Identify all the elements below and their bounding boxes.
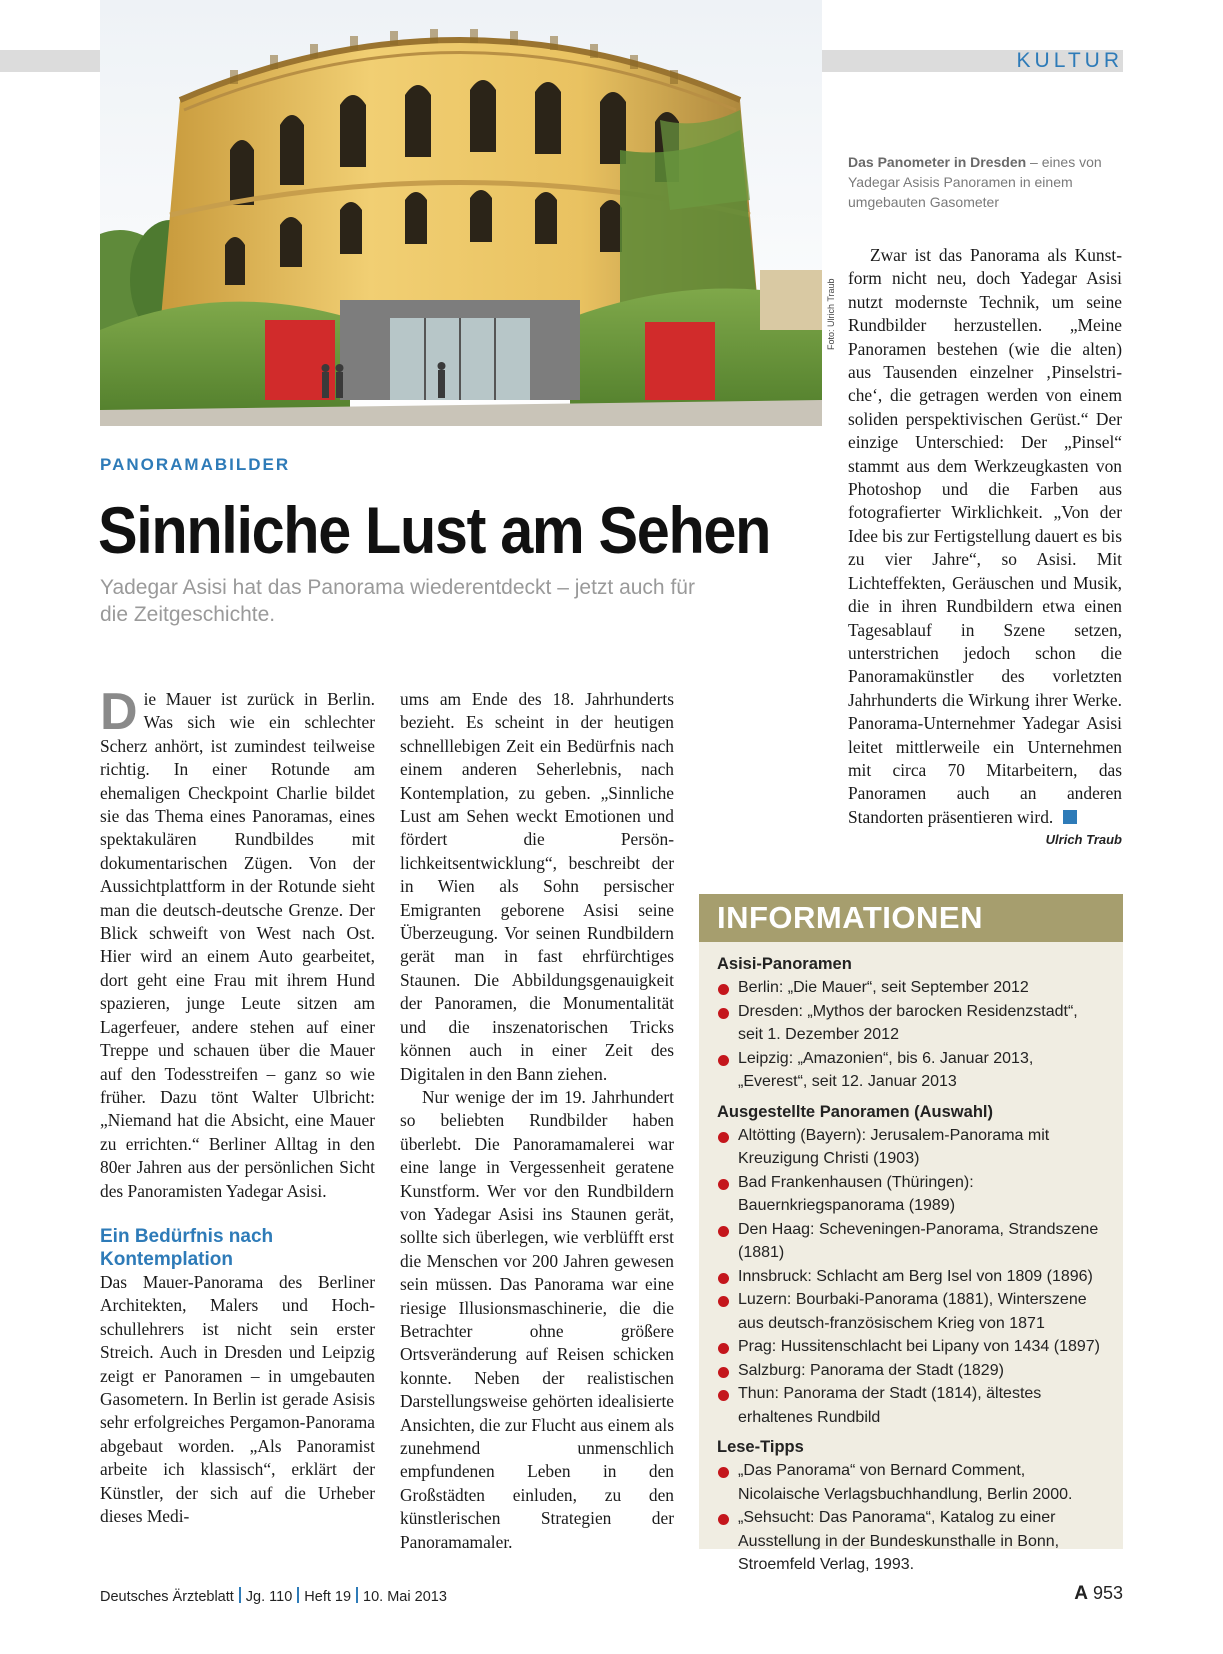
info-box xyxy=(699,894,1123,1573)
info-list-ausgestellt xyxy=(717,1124,1105,1430)
page-number xyxy=(1074,1583,1123,1605)
paragraph-1-text: ie Mauer ist zurück in Berlin. Was sich wie ein schlechter Scherz anhört, ist zumindest teilweise richtig. In einer Rotunde am ehemaligen Checkpoint Charlie bildet sie das Thema eines Panoramas, eines spektakulären Rundbildes mit dokumentarischen Zügen. Von der Aussichtplattform in der Rotunde sieht man die deutsch-deutsche Grenze. Der Blick schweift von West nach Ost. Hier wird an einem Auto gearbeitet, dort geht eine Frau mit ihrem Hund spazieren, junge Leute sitzen am Lagerfeuer, andere stehen auf einer Treppe und schauen über die Mauer auf den Todesstreifen – ganz so wie früher. Dazu tönt Walter Ulbricht: „Niemand hat die Absicht, eine Mauer zu errichten.“ Berliner Alltag in den 80er Jahren aus der persönlichen Sicht des Panoramisten Yadegar Asisi. xyxy=(100,689,375,1201)
deck: Yadegar Asisi hat das Panorama wiederentdeckt – jetzt auch für die Zeitgeschichte. xyxy=(100,576,695,626)
info-heading-panoramen: Asisi-Panoramen xyxy=(717,955,852,973)
footer-separator xyxy=(297,1587,299,1603)
paragraph-4-text: Zwar ist das Panorama als Kunstform nicht neu, doch Yadegar Asisi nutzt modernste Technik, um seine Rundbilder herzustellen. „Meine Panoramen bestehen (wie die alten) aus Tausenden einzelner ‚Pinselstriche‘, die getragen werden von einem soliden perspektivischen Gerüst.“ Der einzige Unterschied: Der „Pinsel“ stammt aus dem Werkzeugkasten von Photoshop und die Farben aus fotografierter Wirklichkeit. „Von der Idee bis zur Fertigstellung dauert es bis zu vier Jahre“, so Asisi. Mit Lichteffekten, Geräuschen und Musik, die in ihren Rundbildern etwa einen Tagesablauf in Szene setzen, unterstrichen jedoch schon die Panoramakünstler des vorletzten Jahrhunderts die Wirkung ihrer Werke. Panorama-Unternehmer Yadegar Asisi leitet mittlerweile ein Unternehmen mit circa 70 Mitarbeitern, das Panoramen auch an anderen Standorten präsentieren wird. xyxy=(848,245,1122,827)
issue: Heft 19 xyxy=(304,1589,352,1605)
list-item: Leipzig: „Amazonien“, bis 6. Januar 2013, „Everest“, seit 12. Januar 2013 xyxy=(717,1047,1105,1094)
top-rule-left xyxy=(0,50,100,72)
journal-name: Deutsches Ärzteblatt xyxy=(100,1589,234,1605)
author: Ulrich Traub xyxy=(1045,832,1122,848)
info-box-title: INFORMATIONEN xyxy=(699,894,1123,942)
list-item: Den Haag: Scheveningen-Panorama, Strandszene (1881) xyxy=(717,1218,1105,1265)
info-heading-ausgestellt: Ausgestellte Panoramen (Auswahl) xyxy=(717,1102,993,1121)
kicker: PANORAMABILDER xyxy=(100,455,291,474)
end-mark-icon xyxy=(1063,810,1077,824)
list-item: Luzern: Bourbaki-Panorama (1881), Winterszene aus deutsch-französischem Krieg von 1871 xyxy=(717,1288,1105,1335)
section-label: KULTUR xyxy=(1016,49,1123,72)
info-heading-lesetipps: Lese-Tipps xyxy=(717,1438,804,1456)
list-item: „Das Panorama“ von Bernard Comment, Nicolaische Verlagsbuchhandlung, Berlin 2000. xyxy=(717,1459,1105,1506)
paragraph-4 xyxy=(848,244,1122,829)
list-item: Innsbruck: Schlacht am Berg Isel von 1809 (1896) xyxy=(717,1265,1105,1289)
caption-bold: Das Panometer in Dresden xyxy=(848,154,1027,170)
caption-text: – eines von Yadegar Asisis Panoramen in einem umgebauten Gasometer xyxy=(848,154,1102,210)
page-prefix: A xyxy=(1074,1583,1088,1604)
paragraph-3: Nur wenige der im 19. Jahrhundert so beliebten Rundbilder haben überlebt. Die Panoramamalerei war eine lange in Vergessenheit geratene Kunstform. Wer vor den Rundbildern von Yadegar Asisi ins Staunen gerät, sollte sich überlegen, wie verblüfft erst die Menschen vor 200 Jahren gewesen sein müssen. Das Panorama war eine riesige Illusionsmaschinerie, die die Betrachter ohne größere Ortsveränderung auf Reisen schicken konnte. Neben der realistischen Darstellungsweise gehörten idealisierte Ansichten, die zur Flucht aus einem als zunehmend unmenschlich empfundenen Leben in den Großstädten einluden, zu den künstlerischen Strategien der Panoramamaler. xyxy=(400,1086,674,1552)
photo-credit: Foto: Ulrich Traub xyxy=(826,278,836,350)
subhead: Ein Bedürfnis nach Kontemplation xyxy=(100,1225,274,1270)
list-item: „Sehsucht: Das Panorama“, Katalog zu einer Ausstellung in der Bundeskunsthalle in Bonn, Stroemfeld Verlag, 1993. xyxy=(717,1506,1105,1577)
page-number-value: 953 xyxy=(1092,1583,1123,1603)
info-list-lesetipps xyxy=(717,1459,1105,1577)
paragraph-1 xyxy=(100,683,375,1203)
info-list-panoramen xyxy=(717,976,1105,1094)
paragraph-2-part-b: ums am Ende des 18. Jahrhunderts bezieht. Es scheint in der heutigen schnelllebigen Zeit ein Bedürfnis nach einem anderen Seherlebnis, nach Kontemplation, zu geben. „Sinnliche Lust am Sehen weckt Emotionen und fördert die Persönlichkeitsentwicklung“, beschreibt der in Wien als Sohn persischer Emigranten geborene Asisi seine Überzeugung. Vor seinen Rundbildern gerät man in fast ehrfürchtiges Staunen. Die Abbildungsgenauigkeit der Panoramen, die Monumentalität und die inszenatorischen Tricks können auch in einer Zeit des Digitalen in den Bann ziehen. xyxy=(400,689,674,1084)
list-item: Thun: Panorama der Stadt (1814), ältestes erhaltenes Rundbild xyxy=(717,1382,1105,1429)
list-item: Dresden: „Mythos der barocken Residenzstadt“, seit 1. Dezember 2012 xyxy=(717,1000,1105,1047)
list-item: Berlin: „Die Mauer“, seit September 2012 xyxy=(717,976,1105,1000)
article-column-2 xyxy=(400,688,674,1554)
list-item: Bad Frankenhausen (Thüringen): Bauernkriegspanorama (1989) xyxy=(717,1171,1105,1218)
photo-caption xyxy=(848,152,1108,212)
volume: Jg. 110 xyxy=(245,1589,293,1605)
footer-separator xyxy=(356,1587,358,1603)
list-item: Salzburg: Panorama der Stadt (1829) xyxy=(717,1359,1105,1383)
paragraph-2-part-a: Das Mauer-Panorama des Berliner Architekten, Malers und Hochschullehrers ist nicht sein erster Streich. Auch in Dresden und Leipzig zeigt er Panoramen – in umgebauten Gasometern. In Berlin ist gerade Asisis sehr erfolgreiches Pergamon-Panorama abgebaut worden. „Als Panoramist arbeite ich klassisch“, erklärt der Künstler, der sich auf die Urheber dieses Medi- xyxy=(100,1271,375,1526)
issue-date: 10. Mai 2013 xyxy=(363,1589,447,1605)
article-column-3 xyxy=(848,244,1122,851)
paragraph-2-cont xyxy=(400,688,674,1086)
article-column-1 xyxy=(100,683,375,1528)
list-item: Prag: Hussitenschlacht bei Lipany von 1434 (1897) xyxy=(717,1335,1105,1359)
headline: Sinnliche Lust am Sehen xyxy=(98,493,771,567)
info-box-body xyxy=(699,942,1123,1577)
list-item: Altötting (Bayern): Jerusalem-Panorama mit Kreuzigung Christi (1903) xyxy=(717,1124,1105,1171)
footer xyxy=(100,1587,447,1605)
panometer-photo xyxy=(100,0,822,426)
footer-separator xyxy=(239,1587,241,1603)
dropcap: D xyxy=(100,683,138,741)
paragraph-2-start xyxy=(100,1271,375,1528)
